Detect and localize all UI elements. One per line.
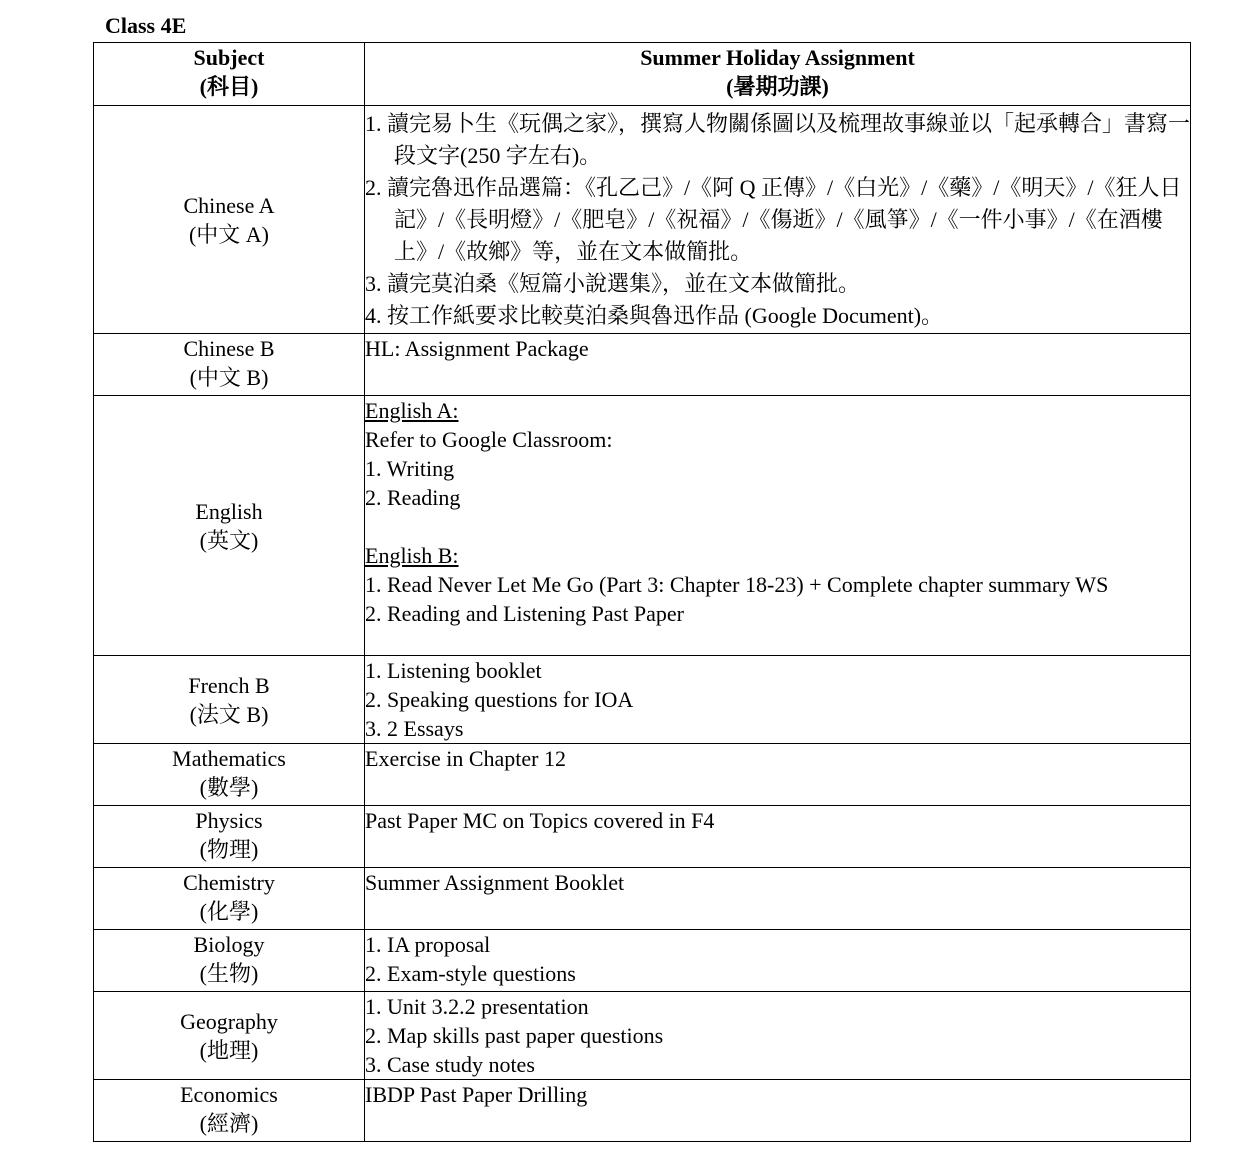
subject-cell xyxy=(94,806,365,868)
list-item: 2. Map skills past paper questions xyxy=(365,1023,664,1048)
subject-cell xyxy=(94,868,365,930)
table-row-french-b xyxy=(94,656,1191,744)
subject-name: Economics xyxy=(180,1082,278,1107)
assignment-cell xyxy=(365,744,1191,806)
list-item: 2. Exam-style questions xyxy=(365,961,576,986)
subject-name: Geography xyxy=(180,1008,278,1034)
subject-name: Chinese A xyxy=(183,192,275,218)
assignment-cell xyxy=(365,930,1191,992)
list-item: Exercise in Chapter 12 xyxy=(365,746,566,771)
subject-name: Mathematics xyxy=(172,746,286,771)
list-item: Past Paper MC on Topics covered in F4 xyxy=(365,808,715,833)
list-item: 3. 2 Essays xyxy=(365,716,464,741)
list-item: 1. Read Never Let Me Go (Part 3: Chapter 18-23) + Complete chapter summary WS xyxy=(365,572,1109,597)
assignment-cell xyxy=(365,396,1191,656)
subject-name-zh: (地理) xyxy=(199,1037,259,1063)
assignment-cell xyxy=(365,992,1191,1080)
table-row-english xyxy=(94,396,1191,656)
subject-cell xyxy=(94,992,365,1080)
list-item: 1. IA proposal xyxy=(365,932,491,957)
assignment-cell xyxy=(365,868,1191,930)
subject-name: Biology xyxy=(193,932,265,957)
assignment-cell xyxy=(365,106,1191,334)
subject-name: English xyxy=(195,498,263,524)
list-item: HL: Assignment Package xyxy=(365,336,589,361)
subject-name-zh: (物理) xyxy=(199,837,259,862)
spacer xyxy=(365,512,1190,541)
table-header-row xyxy=(94,43,1191,106)
class-title: Class 4E xyxy=(105,13,187,38)
table-row-economics xyxy=(94,1080,1191,1142)
subject-name: Physics xyxy=(195,808,263,833)
assignment-cell xyxy=(365,806,1191,868)
assignment-header: Summer Holiday Assignment (暑期功課) xyxy=(365,43,1191,106)
list-item: 2. Reading and Listening Past Paper xyxy=(365,601,684,626)
table-row-chinese-a xyxy=(94,106,1191,334)
subject-cell xyxy=(94,1080,365,1142)
assignment-table xyxy=(93,42,1191,1142)
subject-name-zh: (中文 A) xyxy=(188,221,270,247)
table-row-chinese-b xyxy=(94,334,1191,396)
table-row-biology xyxy=(94,930,1191,992)
subject-name: Chinese B xyxy=(183,336,275,361)
list-item: 1. Unit 3.2.2 presentation xyxy=(365,994,589,1019)
list-item: 1. 讀完易卜生《玩偶之家》，撰寫人物關係圖以及梳理故事線並以「起承轉合」書寫一段文字(250 字左右)。 xyxy=(365,111,1191,168)
table-row-mathematics xyxy=(94,744,1191,806)
table-row-geography xyxy=(94,992,1191,1080)
english-b-heading: English B: xyxy=(365,543,459,568)
subject-name-zh: (英文) xyxy=(199,527,259,553)
subject-cell xyxy=(94,930,365,992)
subject-header: Subject (科目) xyxy=(94,43,365,106)
subject-cell xyxy=(94,106,365,334)
subject-name-zh: (數學) xyxy=(199,775,259,800)
subject-cell xyxy=(94,744,365,806)
assignment-cell xyxy=(365,1080,1191,1142)
subject-name-zh: (生物) xyxy=(199,961,259,986)
subject-name-zh: (化學) xyxy=(199,899,259,924)
subject-name: French B xyxy=(188,672,270,698)
subject-cell xyxy=(94,334,365,396)
assignment-cell xyxy=(365,334,1191,396)
assignment-cell xyxy=(365,656,1191,744)
subject-name: Chemistry xyxy=(183,870,275,895)
list-item: 2. Speaking questions for IOA xyxy=(365,687,634,712)
subject-name-zh: (中文 B) xyxy=(189,365,269,390)
subject-cell xyxy=(94,656,365,744)
subject-cell xyxy=(94,396,365,656)
english-a-heading: English A: xyxy=(365,398,459,423)
subject-name-zh: (經濟) xyxy=(199,1111,259,1136)
list-item: 1. Writing xyxy=(365,456,455,481)
table-row-chemistry xyxy=(94,868,1191,930)
english-a-intro: Refer to Google Classroom: xyxy=(365,427,613,452)
list-item: 3. 讀完莫泊桑《短篇小說選集》，並在文本做簡批。 xyxy=(365,271,861,296)
list-item: 2. Reading xyxy=(365,485,461,510)
list-item: Summer Assignment Booklet xyxy=(365,870,625,895)
list-item: IBDP Past Paper Drilling xyxy=(365,1082,588,1107)
table-row-physics xyxy=(94,806,1191,868)
list-item: 4. 按工作紙要求比較莫泊桑與魯迅作品 (Google Document)。 xyxy=(365,303,944,328)
list-item: 1. Listening booklet xyxy=(365,658,542,683)
subject-name-zh: (法文 B) xyxy=(189,701,269,727)
list-item: 2. 讀完魯迅作品選篇：《孔乙己》/《阿 Q 正傳》/《白光》/《藥》/《明天》/《狂人日記》/《長明燈》/《肥皂》/《祝福》/《傷逝》/《風箏》/《一件小事》/《在酒樓上》/《故鄉》等，並在文本做簡批。 xyxy=(365,175,1182,264)
list-item: 3. Case study notes xyxy=(365,1052,535,1077)
